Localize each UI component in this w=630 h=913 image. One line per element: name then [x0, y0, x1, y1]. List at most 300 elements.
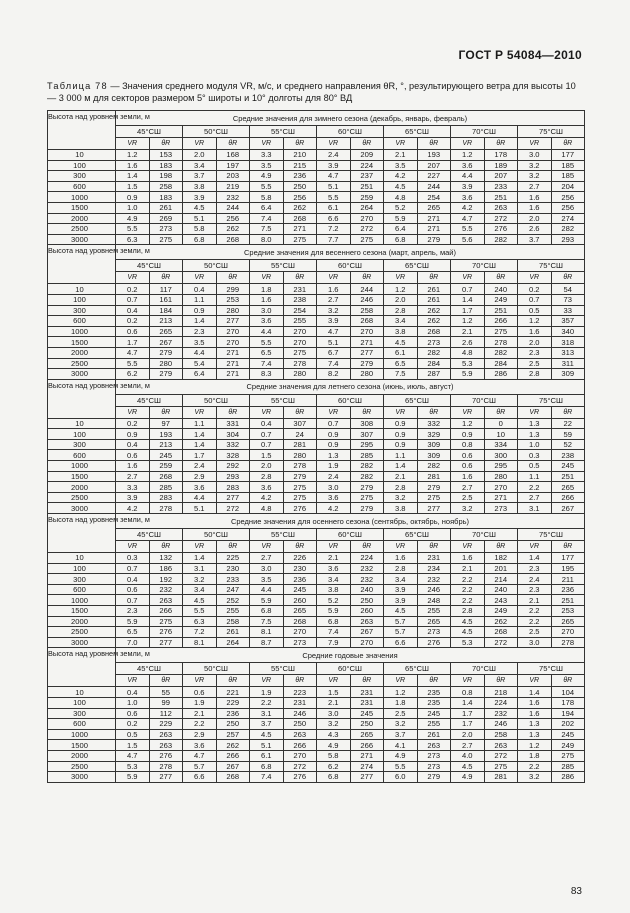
section-title: Средние значения для зимнего сезона (декабрь, январь, февраль): [116, 111, 585, 126]
direction-symbol: θR: [149, 138, 183, 150]
value-cell: 1.6: [451, 553, 485, 564]
value-cell: 5.1: [317, 337, 351, 348]
value-cell: 295: [484, 461, 518, 472]
value-cell: 2.9: [183, 729, 217, 740]
value-cell: 331: [216, 418, 250, 429]
latitude-header: 55°СШ: [250, 529, 317, 541]
direction-symbol: θR: [417, 406, 451, 418]
value-cell: 3.9: [384, 595, 418, 606]
value-cell: 279: [149, 347, 183, 358]
value-cell: 223: [283, 687, 317, 698]
value-cell: 276: [417, 637, 451, 648]
value-cell: 194: [551, 708, 585, 719]
value-cell: 281: [484, 772, 518, 783]
value-cell: 1.4: [518, 553, 552, 564]
value-cell: 2.2: [518, 616, 552, 627]
value-cell: 264: [350, 202, 384, 213]
value-cell: 236: [216, 708, 250, 719]
value-cell: 5.9: [451, 369, 485, 380]
value-cell: 2.7: [451, 740, 485, 751]
value-cell: 5.7: [384, 616, 418, 627]
value-cell: 245: [149, 450, 183, 461]
value-cell: 59: [551, 429, 585, 440]
value-cell: 1.1: [183, 294, 217, 305]
value-cell: 3.1: [250, 708, 284, 719]
value-cell: 5.1: [183, 503, 217, 514]
value-cell: 0.2: [116, 284, 150, 295]
value-cell: 275: [149, 616, 183, 627]
value-cell: 2.2: [451, 574, 485, 585]
value-cell: 254: [417, 192, 451, 203]
value-cell: 1.1: [183, 418, 217, 429]
value-cell: 2.8: [451, 606, 485, 617]
table-row: [48, 358, 585, 369]
value-cell: 2.5: [518, 627, 552, 638]
value-cell: 276: [283, 503, 317, 514]
value-cell: 5.5: [116, 358, 150, 369]
value-cell: 5.5: [384, 761, 418, 772]
value-cell: 4.2: [116, 503, 150, 514]
value-cell: 8.7: [250, 637, 284, 648]
speed-symbol: VR: [451, 272, 485, 284]
value-cell: 2.3: [116, 606, 150, 617]
value-cell: 238: [283, 294, 317, 305]
value-cell: 318: [551, 337, 585, 348]
latitude-header: 45°СШ: [116, 529, 183, 541]
value-cell: 5.5: [451, 224, 485, 235]
value-cell: 4.1: [384, 740, 418, 751]
value-cell: 273: [149, 224, 183, 235]
speed-symbol: VR: [384, 138, 418, 150]
value-cell: 226: [283, 553, 317, 564]
value-cell: 265: [350, 729, 384, 740]
value-cell: 3.1: [183, 563, 217, 574]
value-cell: 3.4: [384, 316, 418, 327]
value-cell: 6.8: [384, 234, 418, 245]
table-row: [48, 503, 585, 514]
height-cell: 2000: [48, 213, 116, 224]
table-row: [48, 606, 585, 617]
value-cell: 1.5: [317, 687, 351, 698]
direction-symbol: θR: [216, 541, 250, 553]
value-cell: 1.6: [518, 202, 552, 213]
value-cell: 7.5: [384, 369, 418, 380]
table-row: [48, 181, 585, 192]
value-cell: 4.7: [116, 750, 150, 761]
value-cell: 2.2: [518, 606, 552, 617]
height-cell: 600: [48, 316, 116, 327]
direction-symbol: θR: [350, 541, 384, 553]
direction-symbol: θR: [350, 675, 384, 687]
value-cell: 299: [216, 284, 250, 295]
speed-symbol: VR: [317, 406, 351, 418]
value-cell: 4.7: [317, 171, 351, 182]
value-cell: 262: [216, 224, 250, 235]
speed-symbol: VR: [183, 272, 217, 284]
value-cell: 251: [350, 181, 384, 192]
value-cell: 4.4: [183, 492, 217, 503]
value-cell: 182: [484, 553, 518, 564]
value-cell: 213: [149, 316, 183, 327]
value-cell: 5.3: [451, 358, 485, 369]
speed-symbol: VR: [116, 541, 150, 553]
table-row: [48, 234, 585, 245]
value-cell: 271: [350, 337, 384, 348]
table-row: [48, 439, 585, 450]
value-cell: 2.1: [451, 326, 485, 337]
table-row: [48, 563, 585, 574]
value-cell: 313: [551, 347, 585, 358]
latitude-header: 45°СШ: [116, 126, 183, 138]
value-cell: 267: [216, 761, 250, 772]
value-cell: 3.0: [518, 150, 552, 161]
latitude-row: [48, 260, 585, 272]
direction-symbol: θR: [484, 406, 518, 418]
value-cell: 244: [350, 284, 384, 295]
section-title-row: [48, 514, 585, 529]
value-cell: 4.2: [384, 171, 418, 182]
value-cell: 6.8: [250, 606, 284, 617]
value-cell: 4.8: [250, 503, 284, 514]
speed-symbol: VR: [384, 541, 418, 553]
value-cell: 277: [216, 492, 250, 503]
value-cell: 231: [283, 697, 317, 708]
value-cell: 280: [283, 369, 317, 380]
value-cell: 3.5: [250, 160, 284, 171]
value-cell: 215: [283, 160, 317, 171]
value-cell: 275: [484, 761, 518, 772]
value-cell: 218: [484, 687, 518, 698]
value-cell: 328: [216, 450, 250, 461]
value-cell: 3.4: [183, 160, 217, 171]
value-cell: 219: [216, 181, 250, 192]
value-cell: 281: [417, 471, 451, 482]
value-cell: 264: [216, 637, 250, 648]
latitude-header: 70°СШ: [451, 663, 518, 675]
value-cell: 6.7: [317, 347, 351, 358]
value-cell: 253: [551, 606, 585, 617]
caption-text: — Значения среднего модуля VR, м/с, и среднего направления θR, °, результирующего ветра для высоты 10 — 3 000 м для секторов размером 5° широты и 10° долготы для 80° ВД: [47, 81, 576, 103]
value-cell: 270: [283, 337, 317, 348]
latitude-header: 70°СШ: [451, 260, 518, 272]
latitude-row: [48, 529, 585, 541]
value-cell: 2.7: [518, 492, 552, 503]
value-cell: 3.5: [183, 337, 217, 348]
table-row: [48, 750, 585, 761]
value-cell: 207: [484, 171, 518, 182]
value-cell: 178: [484, 150, 518, 161]
value-cell: 279: [350, 482, 384, 493]
value-cell: 0.2: [116, 418, 150, 429]
value-cell: 277: [350, 772, 384, 783]
value-cell: 168: [216, 150, 250, 161]
value-cell: 2.7: [116, 471, 150, 482]
value-cell: 5.9: [116, 772, 150, 783]
value-cell: 278: [149, 503, 183, 514]
value-cell: 3.9: [183, 192, 217, 203]
value-cell: 266: [484, 316, 518, 327]
table-row: [48, 740, 585, 751]
value-cell: 279: [417, 482, 451, 493]
value-cell: 1.3: [518, 729, 552, 740]
value-cell: 4.4: [451, 171, 485, 182]
value-cell: 256: [283, 192, 317, 203]
value-cell: 273: [484, 503, 518, 514]
value-cell: 6.5: [384, 358, 418, 369]
value-cell: 304: [216, 429, 250, 440]
value-cell: 5.1: [250, 740, 284, 751]
value-cell: 5.9: [317, 606, 351, 617]
value-cell: 267: [350, 627, 384, 638]
value-cell: 2.6: [451, 337, 485, 348]
latitude-header: 55°СШ: [250, 663, 317, 675]
speed-symbol: VR: [384, 272, 418, 284]
height-cell: 100: [48, 697, 116, 708]
value-cell: 3.8: [317, 584, 351, 595]
value-cell: 7.4: [250, 358, 284, 369]
value-cell: 271: [283, 224, 317, 235]
direction-symbol: θR: [283, 541, 317, 553]
latitude-header: 50°СШ: [183, 126, 250, 138]
value-cell: 251: [484, 305, 518, 316]
speed-symbol: VR: [317, 541, 351, 553]
section-title: Средние годовые значения: [116, 648, 585, 663]
value-cell: 5.3: [116, 761, 150, 772]
value-cell: 268: [283, 213, 317, 224]
latitude-header: 65°СШ: [384, 394, 451, 406]
value-cell: 240: [484, 284, 518, 295]
value-cell: 3.9: [451, 181, 485, 192]
value-cell: 307: [283, 418, 317, 429]
value-cell: 5.2: [384, 202, 418, 213]
value-cell: 3.6: [250, 482, 284, 493]
value-cell: 258: [484, 729, 518, 740]
value-cell: 283: [216, 482, 250, 493]
value-cell: 265: [417, 202, 451, 213]
value-cell: 3.6: [317, 563, 351, 574]
value-cell: 3.4: [317, 574, 351, 585]
value-cell: 263: [149, 729, 183, 740]
latitude-header: 60°СШ: [317, 126, 384, 138]
value-cell: 1.0: [116, 697, 150, 708]
value-cell: 284: [484, 358, 518, 369]
value-cell: 6.6: [183, 772, 217, 783]
value-cell: 7.9: [317, 637, 351, 648]
value-cell: 1.3: [518, 418, 552, 429]
speed-symbol: VR: [183, 541, 217, 553]
value-cell: 3.3: [250, 150, 284, 161]
value-cell: 1.4: [183, 316, 217, 327]
value-cell: 277: [149, 772, 183, 783]
value-cell: 240: [350, 584, 384, 595]
value-cell: 272: [350, 224, 384, 235]
latitude-header: 75°СШ: [518, 394, 585, 406]
value-cell: 3.8: [183, 181, 217, 192]
value-cell: 7.4: [250, 772, 284, 783]
value-cell: 263: [149, 595, 183, 606]
value-cell: 268: [149, 471, 183, 482]
value-cell: 2.2: [518, 482, 552, 493]
value-cell: 3.2: [183, 574, 217, 585]
value-cell: 274: [350, 761, 384, 772]
value-cell: 0.3: [116, 553, 150, 564]
value-cell: 263: [283, 729, 317, 740]
speed-symbol: VR: [116, 675, 150, 687]
value-cell: 280: [350, 369, 384, 380]
direction-symbol: θR: [283, 406, 317, 418]
value-cell: 1.6: [518, 697, 552, 708]
value-cell: 0.5: [518, 461, 552, 472]
value-cell: 268: [350, 316, 384, 327]
value-cell: 4.0: [451, 750, 485, 761]
height-cell: 3000: [48, 637, 116, 648]
value-cell: 0.7: [116, 595, 150, 606]
height-header: Высота над уровнем земли, м: [48, 111, 116, 150]
value-cell: 1.1: [518, 471, 552, 482]
speed-symbol: VR: [183, 138, 217, 150]
value-cell: 161: [149, 294, 183, 305]
value-cell: 270: [283, 750, 317, 761]
speed-symbol: VR: [518, 406, 552, 418]
value-cell: 207: [417, 160, 451, 171]
latitude-header: 50°СШ: [183, 529, 250, 541]
value-cell: 232: [417, 574, 451, 585]
value-cell: 5.8: [250, 192, 284, 203]
table-row: [48, 326, 585, 337]
value-cell: 285: [350, 450, 384, 461]
value-cell: 2.0: [518, 337, 552, 348]
value-cell: 4.9: [384, 750, 418, 761]
value-cell: 266: [283, 740, 317, 751]
value-cell: 234: [417, 563, 451, 574]
value-cell: 1.2: [384, 687, 418, 698]
value-cell: 6.1: [317, 202, 351, 213]
value-cell: 2.4: [317, 471, 351, 482]
value-cell: 258: [149, 181, 183, 192]
value-cell: 1.8: [384, 697, 418, 708]
value-cell: 2.0: [183, 150, 217, 161]
value-cell: 268: [484, 627, 518, 638]
value-cell: 309: [417, 439, 451, 450]
value-cell: 279: [350, 503, 384, 514]
value-cell: 0.7: [317, 418, 351, 429]
value-cell: 0.4: [250, 418, 284, 429]
value-cell: 2.8: [384, 482, 418, 493]
value-cell: 0.9: [384, 429, 418, 440]
value-cell: 293: [216, 471, 250, 482]
height-cell: 2500: [48, 761, 116, 772]
value-cell: 5.5: [250, 337, 284, 348]
value-cell: 265: [551, 482, 585, 493]
value-cell: 183: [149, 192, 183, 203]
value-cell: 284: [417, 358, 451, 369]
value-cell: 4.7: [451, 213, 485, 224]
speed-symbol: VR: [518, 541, 552, 553]
value-cell: 282: [350, 461, 384, 472]
direction-symbol: θR: [216, 406, 250, 418]
value-cell: 5.5: [183, 606, 217, 617]
value-cell: 270: [350, 326, 384, 337]
value-cell: 262: [216, 740, 250, 751]
value-cell: 233: [216, 574, 250, 585]
table-row: [48, 284, 585, 295]
value-cell: 258: [216, 616, 250, 627]
value-cell: 2.4: [183, 461, 217, 472]
value-cell: 267: [149, 337, 183, 348]
value-cell: 340: [551, 326, 585, 337]
value-cell: 4.2: [317, 503, 351, 514]
value-cell: 10: [484, 429, 518, 440]
value-cell: 2.1: [451, 563, 485, 574]
wind-data-table: [47, 110, 585, 783]
direction-symbol: θR: [417, 541, 451, 553]
value-cell: 7.2: [317, 224, 351, 235]
value-cell: 4.9: [317, 740, 351, 751]
value-cell: 278: [484, 337, 518, 348]
height-cell: 100: [48, 563, 116, 574]
value-cell: 273: [417, 761, 451, 772]
value-cell: 230: [216, 563, 250, 574]
value-cell: 272: [283, 761, 317, 772]
value-cell: 255: [417, 719, 451, 730]
value-cell: 280: [216, 305, 250, 316]
value-cell: 8.3: [250, 369, 284, 380]
value-cell: 250: [350, 719, 384, 730]
direction-symbol: θR: [216, 138, 250, 150]
table-row: [48, 213, 585, 224]
value-cell: 0.4: [183, 284, 217, 295]
height-cell: 100: [48, 160, 116, 171]
latitude-header: 65°СШ: [384, 126, 451, 138]
table-row: [48, 482, 585, 493]
value-cell: 4.5: [451, 627, 485, 638]
value-cell: 295: [350, 439, 384, 450]
latitude-row: [48, 126, 585, 138]
value-cell: 257: [216, 729, 250, 740]
value-cell: 1.4: [384, 461, 418, 472]
height-cell: 300: [48, 574, 116, 585]
height-cell: 1000: [48, 326, 116, 337]
value-cell: 2.7: [250, 553, 284, 564]
value-cell: 0.6: [116, 584, 150, 595]
value-cell: 5.8: [317, 750, 351, 761]
value-cell: 8.1: [183, 637, 217, 648]
value-cell: 0.6: [116, 450, 150, 461]
value-cell: 258: [350, 305, 384, 316]
table-row: [48, 192, 585, 203]
value-cell: 5.5: [317, 192, 351, 203]
value-cell: 4.7: [317, 326, 351, 337]
value-cell: 251: [484, 192, 518, 203]
value-cell: 3.9: [317, 160, 351, 171]
value-cell: 0.9: [451, 429, 485, 440]
direction-symbol: θR: [283, 138, 317, 150]
value-cell: 189: [484, 160, 518, 171]
value-cell: 55: [149, 687, 183, 698]
value-cell: 1.4: [116, 171, 150, 182]
value-cell: 248: [417, 595, 451, 606]
value-cell: 278: [149, 761, 183, 772]
value-cell: 2.5: [518, 358, 552, 369]
value-cell: 201: [484, 563, 518, 574]
value-cell: 7.4: [317, 358, 351, 369]
value-cell: 232: [350, 563, 384, 574]
value-cell: 2.2: [183, 719, 217, 730]
value-cell: 204: [551, 181, 585, 192]
value-cell: 3.0: [250, 563, 284, 574]
table-row: [48, 418, 585, 429]
speed-symbol: VR: [116, 272, 150, 284]
